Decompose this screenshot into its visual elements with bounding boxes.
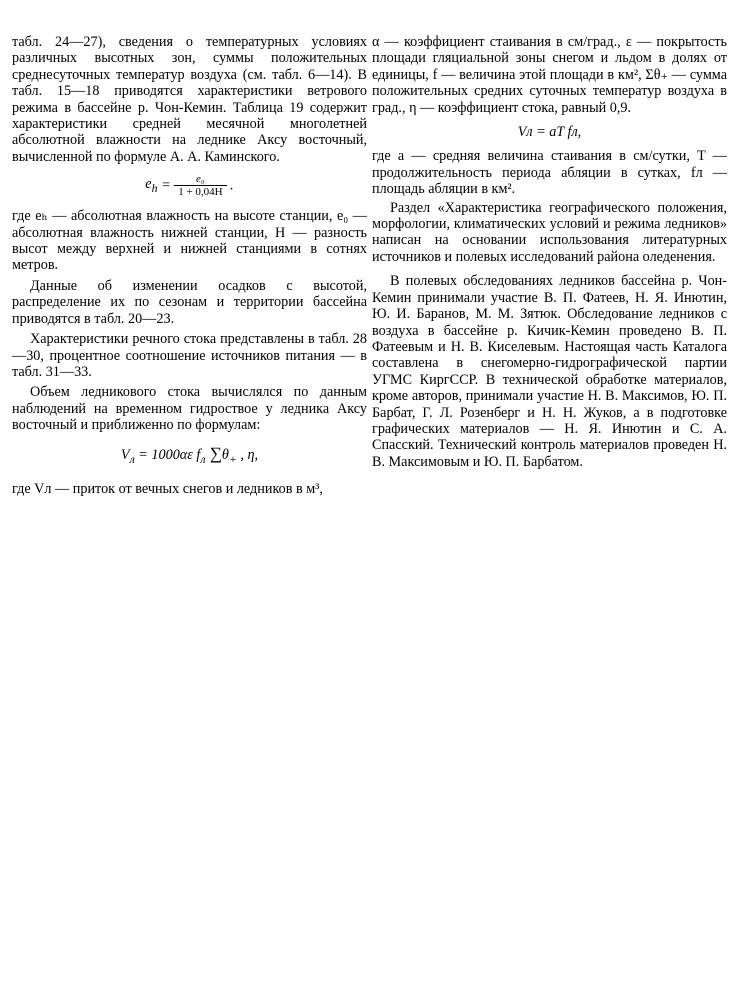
formula-end: , η, <box>236 446 259 463</box>
formula-end: . <box>226 177 234 194</box>
paragraph: где Vл — приток от вечных снегов и ледников в м³, <box>12 480 323 497</box>
paragraph: α — коэффициент стаивания в см/град., ε — покрытость площади гляциальной зоны снегом и льдом в долях от единицы, f — величина этой площади в км², Σθ₊ — сумма положительных средних суточных температур воздуха в град., η — коэффициент стока, равный 0,9. <box>372 34 727 116</box>
glacier-runoff-formula <box>12 443 367 467</box>
formula-sub: л <box>200 451 206 466</box>
paragraph: где eₕ — абсолютная влажность на высоте станции, e₀ — абсолютная влажность нижней станции, H — разность высот между верхней и нижней станциями в сотнях метров. <box>12 208 367 274</box>
formula-fraction <box>174 173 226 198</box>
paragraph: Объем ледникового стока вычислялся по данным наблюдений на временном гидроствое у ледника Аксу восточный и приближенно по формулам: <box>12 384 367 434</box>
formula-numerator: e₀ <box>196 173 205 186</box>
formula-sub: л <box>129 451 135 466</box>
formula-var: e <box>145 175 152 192</box>
paragraph: табл. 24—27), сведения о температурных условиях различных высотных зон, суммы положительных среднесуточных температур воздуха (см. табл. 6—14). В табл. 15—18 приводятся характеристики ветрового режима в бассейне р. Чон-Кемин. Таблица 19 содержит характеристики средней месячной многолетней абсолютной влажности на леднике Аксу восточный, вычисленной по формуле А. А. Каминского. <box>12 34 367 165</box>
formula-var: V <box>120 446 130 463</box>
paragraph: В полевых обследованиях ледников бассейна р. Чон-Кемин принимали участие В. П. Фатеев, Н. Я. Инютин, Ю. И. Баранов, М. М. Зятюк. Обследование ледников с воздуха в бассейне р. Кичик-Кемин проведено В. П. Фатеевым и Н. В. Киселевым. Настоящая часть Каталога составлена в снегомерно-гидрографической партии УГМС КиргССР. В технической обработке материалов, кроме авторов, принимали участие Н. В. Максимов, Ю. П. Барбат, Г. Л. Розенберг и Н. Н. Жуков, а в подготовке графических материалов — Н. Я. Инютин и С. А. Спасский. Технический контроль материалов проведен Н. В. Максимовым и Ю. П. Барбатом. <box>372 273 727 470</box>
paragraph: Характеристики речного стока представлены в табл. 28—30, процентное соотношение источников питания — в табл. 31—33. <box>12 331 367 380</box>
formula-lhs <box>145 175 158 195</box>
paragraph: где a — средняя величина стаивания в см/сутки, T — продолжительность периода абляции в сутках, fл — площадь абляции в км². <box>372 148 727 198</box>
formula-sub: h <box>151 180 158 195</box>
ablation-formula: Vл = aT fл, <box>517 124 582 141</box>
sum-sign: ∑ <box>205 443 222 463</box>
formula-denominator: 1 + 0,04H <box>174 185 226 198</box>
humidity-formula <box>12 173 367 198</box>
paragraph: Раздел «Характеристика географического положения, морфологии, климатических условий и режима ледников» написан на основании использования литературных источников и полевых исследований района оледенения. <box>372 199 727 265</box>
formula-term: = 1000αε f <box>134 446 201 463</box>
right-column <box>372 34 727 470</box>
left-column <box>12 34 367 497</box>
formula-eq: = <box>157 177 175 194</box>
formula-var: θ <box>221 446 229 463</box>
paragraph: Данные об изменении осадков с высотой, распределение их по сезонам и территории бассейна приводятся в табл. 20—23. <box>12 277 367 327</box>
formula-sub: + <box>228 451 237 466</box>
